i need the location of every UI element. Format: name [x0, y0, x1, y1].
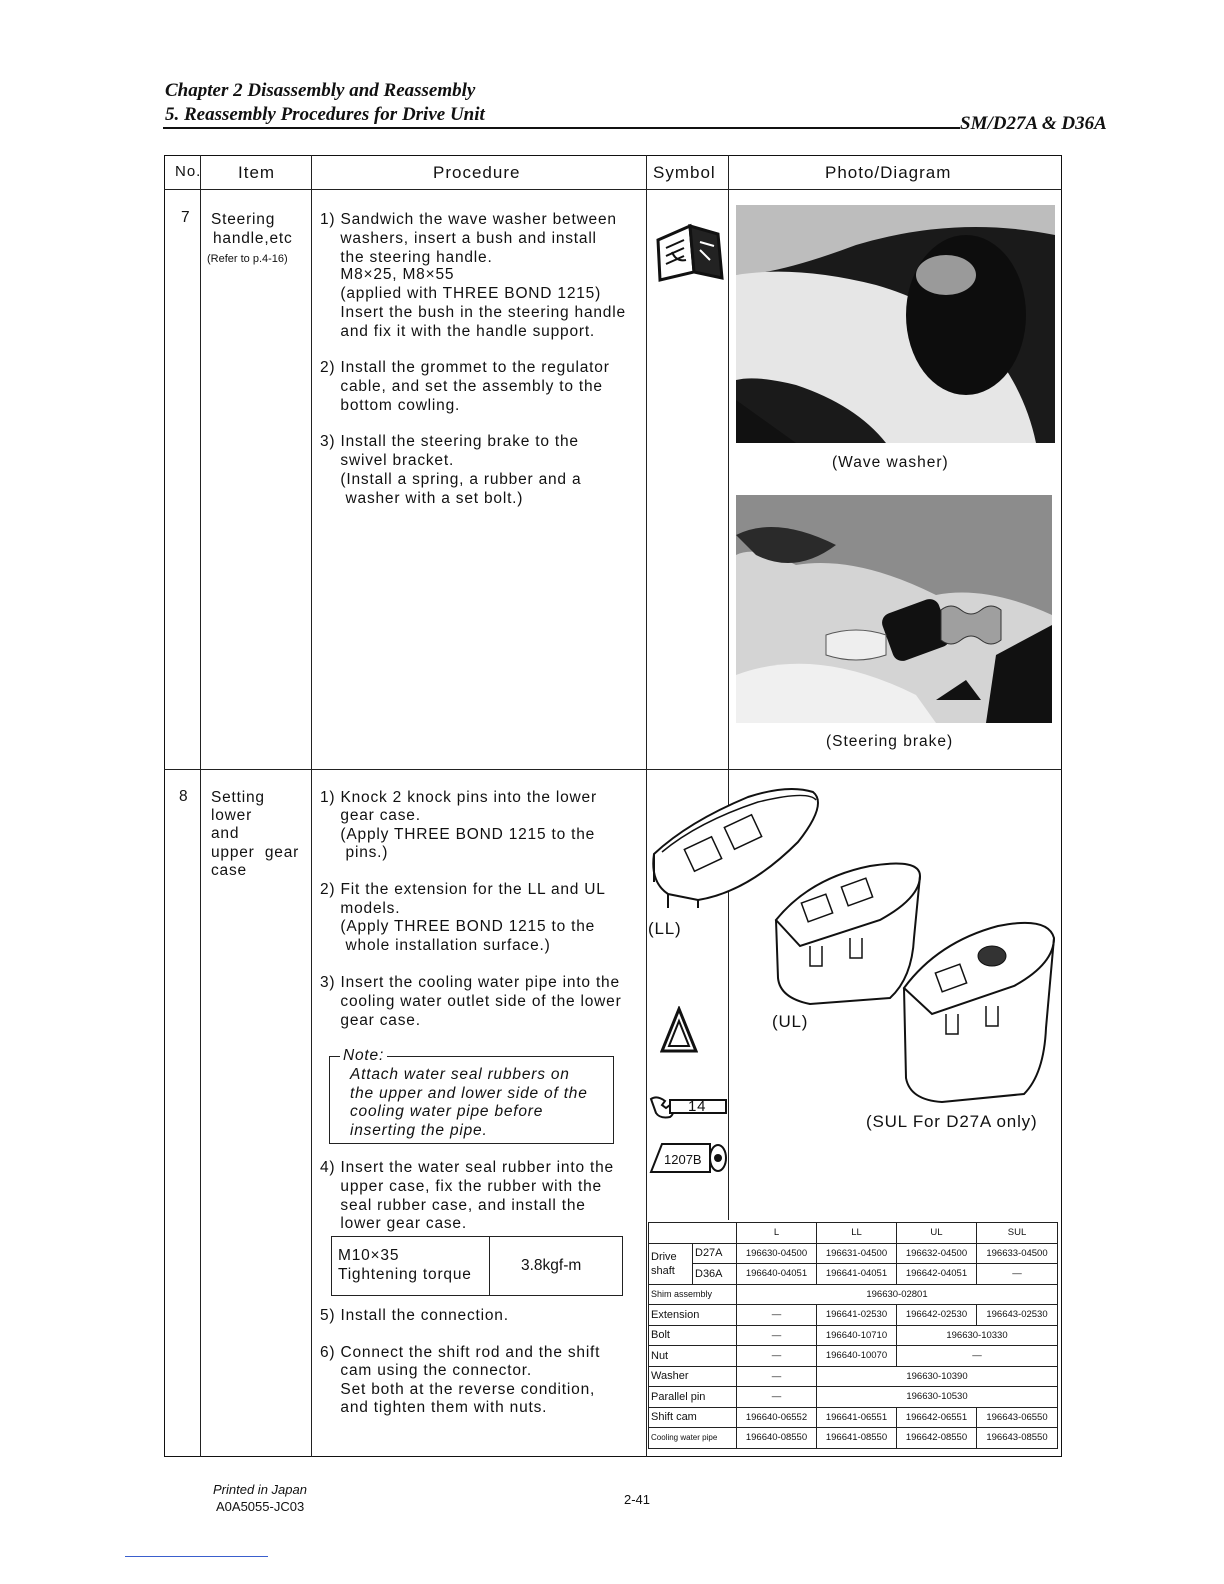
row8-proc-4c: seal rubber case, and install the — [320, 1197, 586, 1214]
cell: 196630-10390 — [817, 1366, 1058, 1387]
row8-proc-6a: 6) Connect the shift rod and the shift — [320, 1344, 601, 1361]
parts-header-row — [649, 1223, 1058, 1244]
row7-proc-1a: 1) Sandwich the wave washer between — [320, 211, 617, 228]
cell: 196643-08550 — [977, 1428, 1058, 1449]
row7-proc-3d: washer with a set bolt.) — [320, 490, 524, 507]
table-row — [649, 1428, 1058, 1449]
document-code: A0A5055-JC03 — [216, 1499, 305, 1514]
note-line4: inserting the pipe. — [350, 1122, 488, 1139]
row7-proc-2a: 2) Install the grommet to the regulator — [320, 359, 610, 376]
row-label: Shim assembly — [649, 1284, 737, 1305]
drive-shaft-label-2: shaft — [651, 1264, 675, 1277]
cell: 196642-02530 — [897, 1305, 977, 1326]
cell: 196640-10710 — [817, 1325, 897, 1346]
table-row — [649, 1243, 1058, 1264]
cell: 196633-04500 — [977, 1243, 1058, 1264]
table-row — [649, 1325, 1058, 1346]
note-line2: the upper and lower side of the — [350, 1085, 588, 1102]
row8-item-line5: case — [211, 862, 247, 879]
cell: 196641-02530 — [817, 1305, 897, 1326]
row7-number: 7 — [181, 209, 191, 226]
header-rule — [163, 127, 960, 129]
col-divider-procedure — [646, 155, 647, 1457]
cell: — — [737, 1387, 817, 1408]
cell: 196641-08550 — [817, 1428, 897, 1449]
sul-diagram-label: (SUL For D27A only) — [866, 1112, 1038, 1131]
row8-proc-2c: (Apply THREE BOND 1215 to the — [320, 918, 596, 935]
cell: 196641-06551 — [817, 1407, 897, 1428]
model-d36a: D36A — [693, 1264, 737, 1285]
row8-proc-2d: whole installation surface.) — [320, 937, 551, 954]
cell: — — [737, 1305, 817, 1326]
col-sul: SUL — [977, 1223, 1058, 1244]
row8-item-line4: upper gear — [211, 844, 300, 861]
model-d27a: D27A — [693, 1243, 737, 1264]
row-label: Extension — [649, 1305, 737, 1326]
wave-washer-caption: (Wave washer) — [832, 454, 949, 471]
torque-spec-bolt: M10×35 — [338, 1247, 400, 1264]
gear-case-sul-diagram — [898, 918, 1060, 1106]
note-line1: Attach water seal rubbers on — [350, 1066, 570, 1083]
cell: 196640-10070 — [817, 1346, 897, 1367]
cell: 196630-10530 — [817, 1387, 1058, 1408]
row8-item-line3: and — [211, 825, 240, 842]
row7-proc-1f: Insert the bush in the steering handle — [320, 304, 626, 321]
row8-item-line1: Setting — [211, 789, 265, 806]
table-row — [649, 1387, 1058, 1408]
parts-number-table — [648, 1222, 1058, 1449]
row8-proc-1b: gear case. — [320, 807, 421, 824]
cell: 196632-04500 — [897, 1243, 977, 1264]
row8-proc-6d: and tighten them with nuts. — [320, 1399, 548, 1416]
chapter-title: Chapter 2 Disassembly and Reassembly — [165, 80, 476, 101]
table-row — [649, 1346, 1058, 1367]
cell: — — [737, 1325, 817, 1346]
row-label: Shift cam — [649, 1407, 737, 1428]
row8-proc-2b: models. — [320, 900, 401, 917]
row7-proc-1g: and fix it with the handle support. — [320, 323, 596, 340]
wave-washer-photo — [736, 205, 1055, 443]
cell: 196643-06550 — [977, 1407, 1058, 1428]
cell: 196631-04500 — [817, 1243, 897, 1264]
cell: — — [977, 1264, 1058, 1285]
cell: 196640-04051 — [737, 1264, 817, 1285]
row7-item-line2: handle,etc — [213, 230, 293, 247]
row-label: Nut — [649, 1346, 737, 1367]
row7-proc-1d: M8×25, M8×55 — [320, 266, 455, 283]
row8-proc-6b: cam using the connector. — [320, 1362, 532, 1379]
caution-triangle-icon — [660, 1006, 698, 1054]
row7-proc-1b: washers, insert a bush and install — [320, 230, 597, 247]
row-label: Washer — [649, 1366, 737, 1387]
row8-item-line2: lower — [211, 807, 253, 824]
section-title: 5. Reassembly Procedures for Drive Unit — [165, 104, 485, 125]
model-label: SM/D27A & D36A — [960, 113, 1107, 134]
row8-number: 8 — [179, 788, 189, 805]
cell: 196642-04051 — [897, 1264, 977, 1285]
ul-diagram-label: (UL) — [772, 1012, 809, 1031]
col-l: L — [737, 1223, 817, 1244]
torque-spec-label: Tightening torque — [338, 1266, 472, 1283]
cell: 196630-10330 — [897, 1325, 1058, 1346]
printed-in-label: Printed in Japan — [213, 1482, 307, 1497]
cell: 196641-04051 — [817, 1264, 897, 1285]
row7-proc-3c: (Install a spring, a rubber and a — [320, 471, 582, 488]
cell: — — [737, 1346, 817, 1367]
row8-proc-1d: pins.) — [320, 844, 389, 861]
col-divider-no — [200, 155, 201, 1457]
row8-proc-1c: (Apply THREE BOND 1215 to the — [320, 826, 596, 843]
ll-symbol-label: (LL) — [648, 919, 682, 938]
col-header-item: Item — [238, 163, 276, 182]
row8-proc-1a: 1) Knock 2 knock pins into the lower — [320, 789, 597, 806]
cell: 196640-06552 — [737, 1407, 817, 1428]
cell: — — [737, 1366, 817, 1387]
row7-proc-3a: 3) Install the steering brake to the — [320, 433, 579, 450]
cell: 196642-08550 — [897, 1428, 977, 1449]
col-header-photo: Photo/Diagram — [825, 163, 952, 182]
table-row — [649, 1407, 1058, 1428]
col-divider-item — [311, 155, 312, 1457]
manual-book-icon — [650, 212, 730, 286]
row7-proc-3b: swivel bracket. — [320, 452, 455, 469]
col-ul: UL — [897, 1223, 977, 1244]
cell: 196642-06551 — [897, 1407, 977, 1428]
row7-proc-2c: bottom cowling. — [320, 397, 461, 414]
col-ll: LL — [817, 1223, 897, 1244]
note-line3: cooling water pipe before — [350, 1103, 544, 1120]
table-row — [649, 1264, 1058, 1285]
table-row — [649, 1284, 1058, 1305]
cell: 196630-04500 — [737, 1243, 817, 1264]
row8-proc-4b: upper case, fix the rubber with the — [320, 1178, 602, 1195]
cell: 196630-02801 — [737, 1284, 1058, 1305]
header-row-divider — [164, 189, 1062, 190]
col-header-no: No. — [175, 163, 202, 180]
row7-proc-1c: the steering handle. — [320, 249, 493, 266]
row8-proc-3a: 3) Insert the cooling water pipe into the — [320, 974, 620, 991]
col-header-procedure: Procedure — [433, 163, 521, 182]
row8-proc-3b: cooling water outlet side of the lower — [320, 993, 622, 1010]
row7-item-ref: (Refer to p.4-16) — [207, 253, 288, 265]
row8-proc-5: 5) Install the connection. — [320, 1307, 509, 1324]
steering-brake-photo — [736, 495, 1052, 723]
note-label: Note: — [340, 1046, 387, 1065]
row8-proc-6c: Set both at the reverse condition, — [320, 1381, 596, 1398]
row8-proc-4a: 4) Insert the water seal rubber into the — [320, 1159, 614, 1176]
col-header-symbol: Symbol — [653, 163, 716, 182]
wrench-size-label: 14 — [688, 1098, 707, 1115]
table-row — [649, 1305, 1058, 1326]
footer-link-rule — [125, 1556, 268, 1557]
cell: — — [897, 1346, 1058, 1367]
row-label: Bolt — [649, 1325, 737, 1346]
cell: 196643-02530 — [977, 1305, 1058, 1326]
page-number: 2-41 — [624, 1492, 651, 1507]
row8-proc-2a: 2) Fit the extension for the LL and UL — [320, 881, 606, 898]
row-label: Parallel pin — [649, 1387, 737, 1408]
torque-spec-value: 3.8kgf-m — [521, 1257, 582, 1274]
row8-proc-4d: lower gear case. — [320, 1215, 467, 1232]
col-divider-symbol — [728, 155, 729, 1220]
table-row — [649, 1366, 1058, 1387]
cell: 196640-08550 — [737, 1428, 817, 1449]
row7-item-line1: Steering — [211, 211, 276, 228]
sealant-code-label: 1207B — [664, 1152, 702, 1167]
row-label: Cooling water pipe — [649, 1428, 737, 1449]
row7-proc-1e: (applied with THREE BOND 1215) — [320, 285, 602, 302]
row7-proc-2b: cable, and set the assembly to the — [320, 378, 603, 395]
drive-shaft-label-1: Drive — [651, 1250, 677, 1263]
row-divider — [164, 769, 1062, 770]
row8-proc-3c: gear case. — [320, 1012, 421, 1029]
steering-brake-caption: (Steering brake) — [826, 733, 954, 750]
